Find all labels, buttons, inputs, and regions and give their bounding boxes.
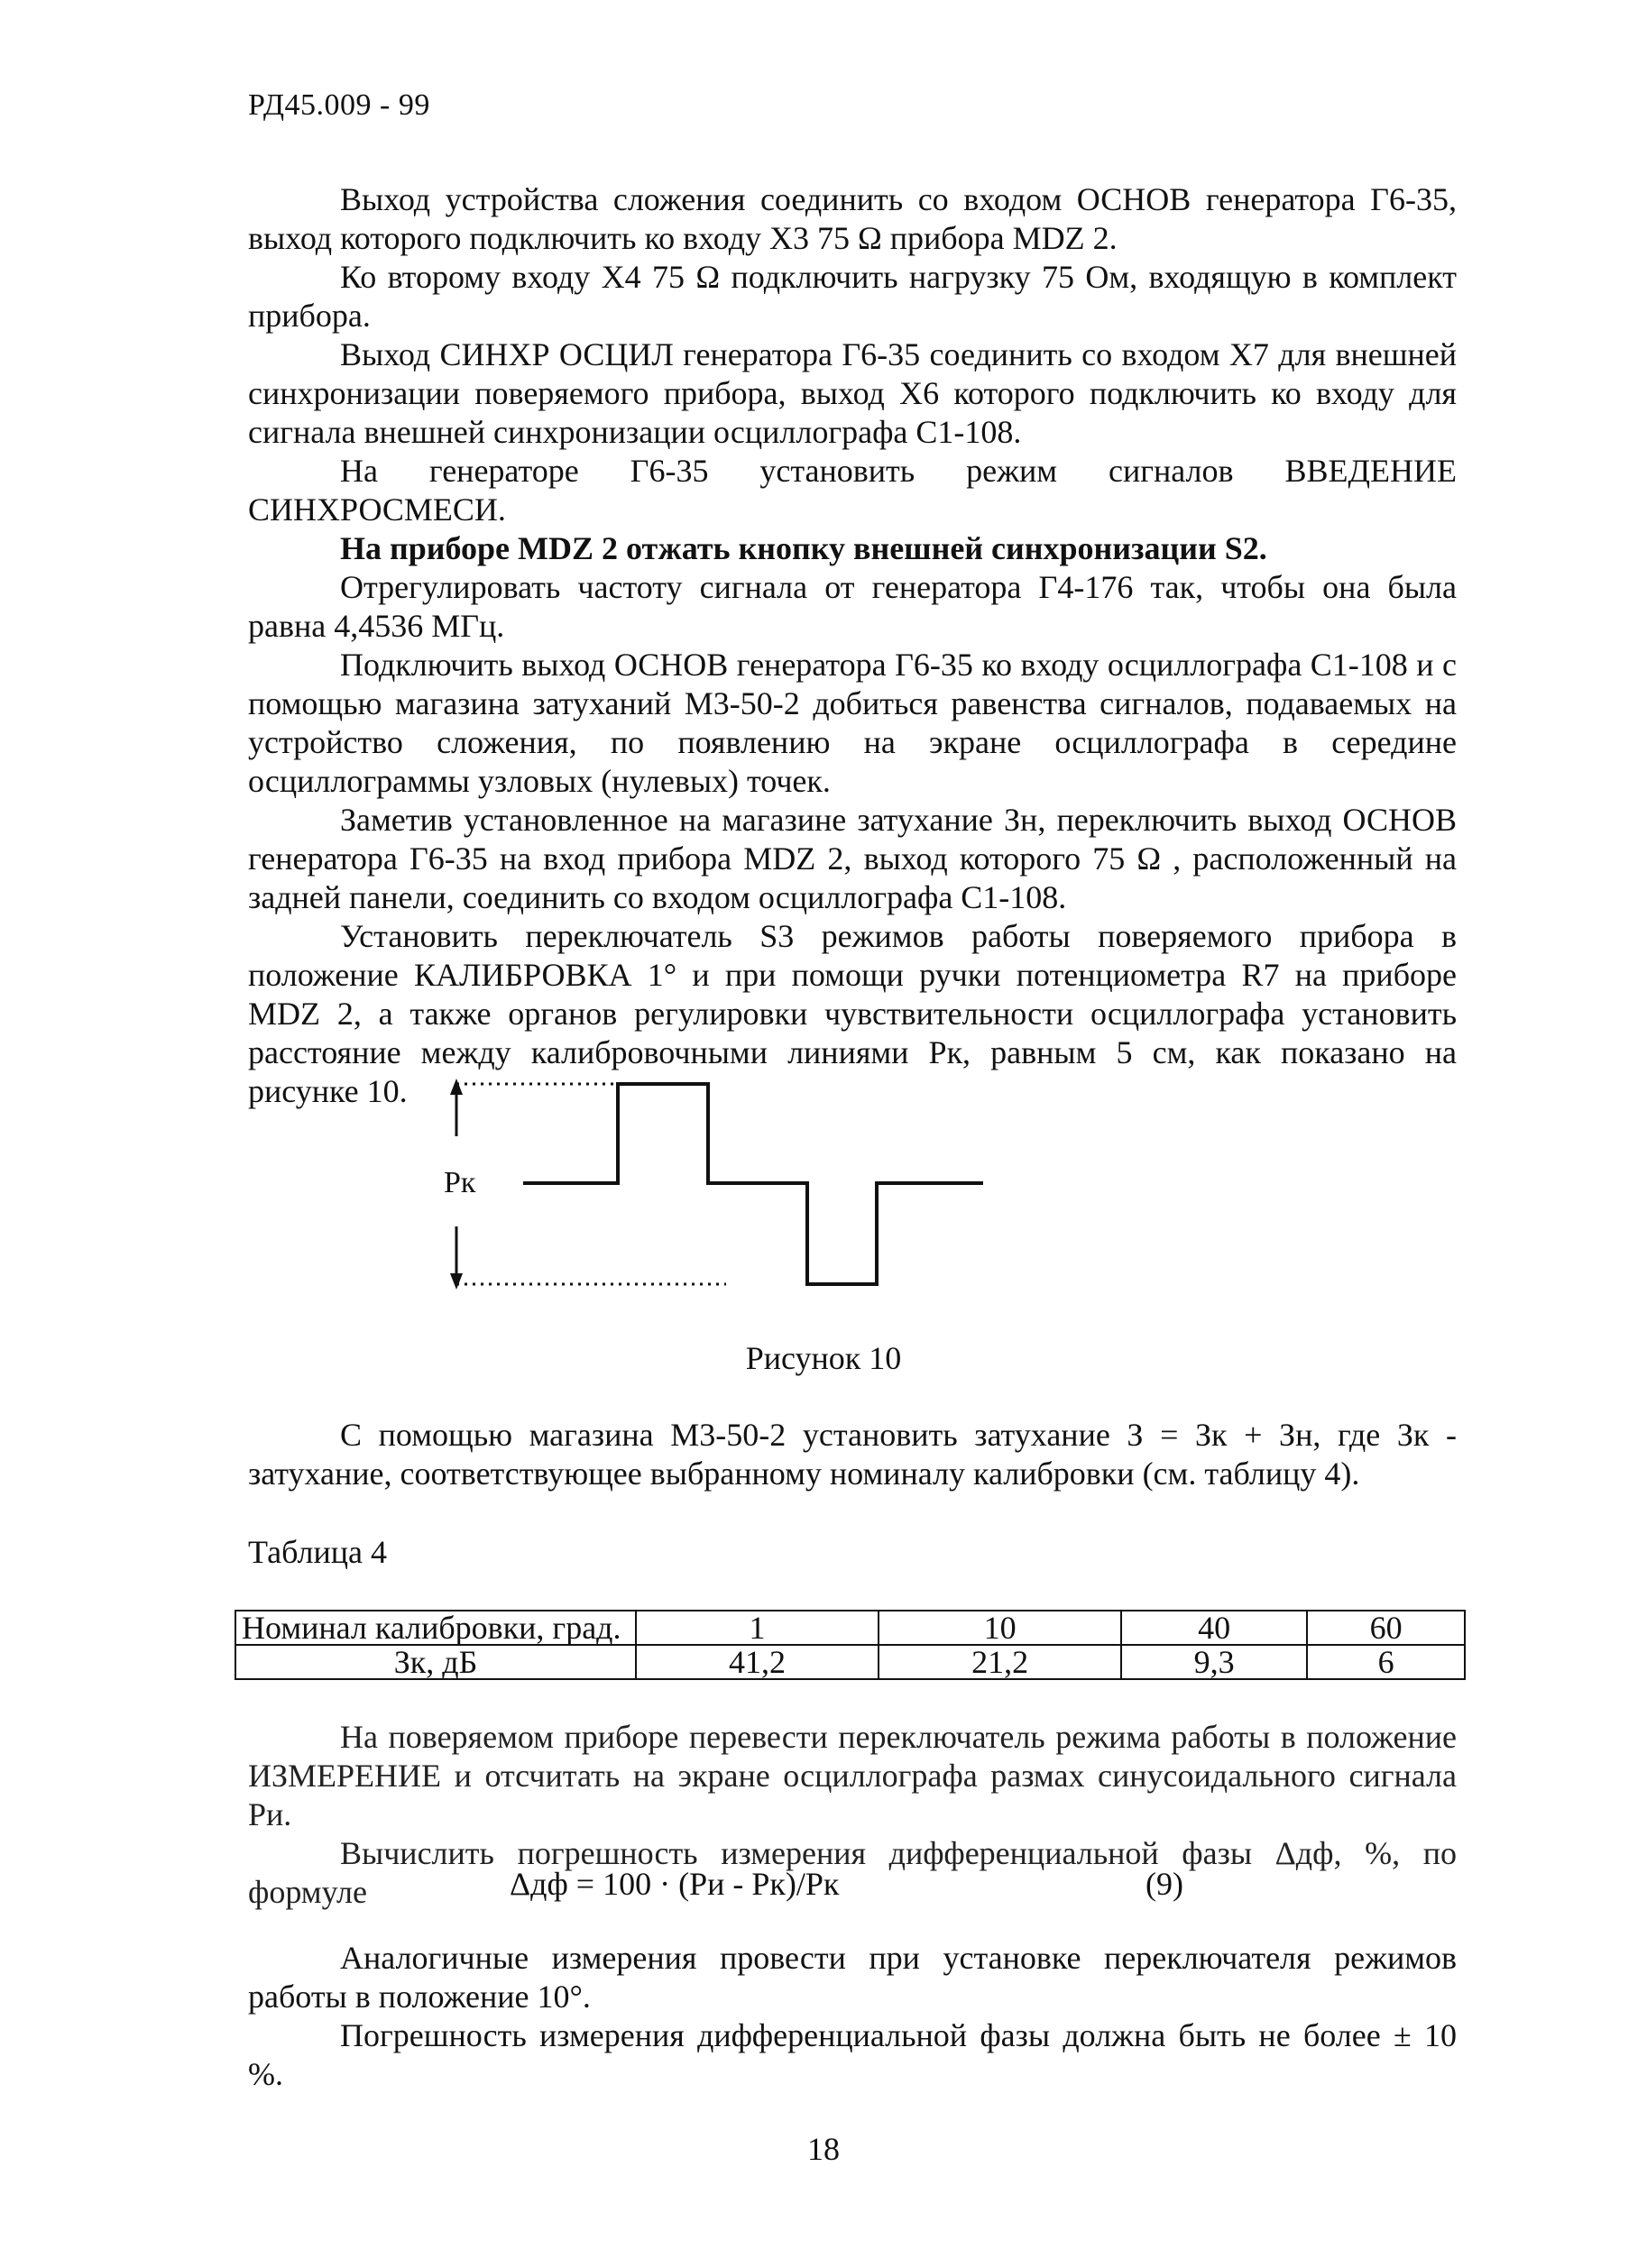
paragraph: Вычислить погрешность измерения дифференциальной фазы Δдф, %, по формуле xyxy=(248,1835,1457,1910)
instructions-body xyxy=(248,180,1457,1111)
row-header: Зк, дБ xyxy=(235,1645,636,1679)
table-cell: 60 xyxy=(1307,1611,1465,1645)
paragraph: На поверяемом приборе перевести переключатель режима работы в положение ИЗМЕРЕНИЕ и отсчитать на экране осциллографа размах синусоидального сигнала Ри. xyxy=(248,1719,1457,1832)
document-code: РД45.009 - 99 xyxy=(248,88,430,122)
table-cell: 21,2 xyxy=(879,1645,1121,1679)
paragraph: Выход СИНХР ОСЦИЛ генератора Г6-35 соединить со входом X7 для внешней синхронизации поверяемого прибора, выход X6 которого подключить ко входу для сигнала внешней синхронизации осциллографа С1-108. xyxy=(248,336,1457,450)
paragraph: Погрешность измерения дифференциальной фазы должна быть не более ± 10 %. xyxy=(248,2017,1457,2092)
calibration-waveform-figure xyxy=(442,1073,1091,1294)
table-cell: 9,3 xyxy=(1121,1645,1307,1679)
table-cell: 10 xyxy=(879,1611,1121,1645)
table-cell: 6 xyxy=(1307,1645,1465,1679)
final-text xyxy=(248,1939,1457,2094)
table-cell: 41,2 xyxy=(636,1645,879,1679)
pk-label: Рк xyxy=(444,1166,476,1199)
table-cell: 1 xyxy=(636,1611,879,1645)
measurement-text xyxy=(248,1718,1457,1912)
paragraph: Подключить выход ОСНОВ генератора Г6-35 ко входу осциллографа С1-108 и с помощью магазина затуханий М3-50-2 добиться равенства сигналов, подаваемых на устройство сложения, по появлению на экране осциллографа в середине осциллограммы узловых (нулевых) точек. xyxy=(248,647,1457,799)
paragraph: Заметив установленное на магазине затухание Зн, переключить выход ОСНОВ генератора Г6-35 на вход прибора MDZ 2, выход которого 75 Ω , расположенный на задней панели, соединить со входом осциллографа С1-108. xyxy=(248,802,1458,915)
row-header: Номинал калибровки, град. xyxy=(235,1611,636,1645)
figure-caption: Рисунок 10 xyxy=(745,1340,902,1376)
page-number: 18 xyxy=(807,2131,840,2167)
paragraph: Установить переключатель S3 режимов работы поверяемого прибора в положение КАЛИБРОВКА 1° и при помощи ручки потенциометра R7 на приборе MDZ 2, а также органов регулировки чувствительности осциллографа установить расстояние между калибровочными линиями Рк, равным 5 см, как показано на рисунке 10. xyxy=(248,918,1457,1109)
paragraph: Выход устройства сложения соединить со входом ОСНОВ генератора Г6-35, выход которого подключить ко входу X3 75 Ω прибора MDZ 2. xyxy=(248,181,1457,256)
paragraph-bold: На приборе MDZ 2 отжать кнопку внешней синхронизации S2. xyxy=(340,530,1267,566)
paragraph: С помощью магазина М3-50-2 установить затухание З = Зк + Зн, где Зк - затухание, соответствующее выбранному номиналу калибровки (см. таблицу 4). xyxy=(248,1417,1457,1492)
formula-expression: Δдф = 100 · (Ри - Рк)/Рк xyxy=(510,1866,840,1902)
calibration-table xyxy=(235,1610,1466,1680)
paragraph: Аналогичные измерения провести при установке переключателя режимов работы в положение 10°. xyxy=(248,1940,1457,2015)
formula-number: (9) xyxy=(1146,1866,1183,1902)
table-row xyxy=(235,1645,1465,1679)
paragraph: На генераторе Г6-35 установить режим сигналов ВВЕДЕНИЕ СИНХРОСМЕСИ. xyxy=(248,453,1457,528)
arrow-down-icon xyxy=(450,1273,463,1290)
after-figure-text xyxy=(248,1416,1457,1493)
table-row xyxy=(235,1611,1465,1645)
waveform-line xyxy=(523,1084,983,1284)
table-title: Таблица 4 xyxy=(248,1534,387,1570)
table-cell: 40 xyxy=(1121,1611,1307,1645)
paragraph: Отрегулировать частоту сигнала от генератора Г4-176 так, чтобы она была равна 4,4536 МГц. xyxy=(248,569,1457,644)
arrow-up-icon xyxy=(450,1079,463,1095)
paragraph: Ко второму входу X4 75 Ω подключить нагрузку 75 Ом, входящую в комплект прибора. xyxy=(248,259,1457,334)
